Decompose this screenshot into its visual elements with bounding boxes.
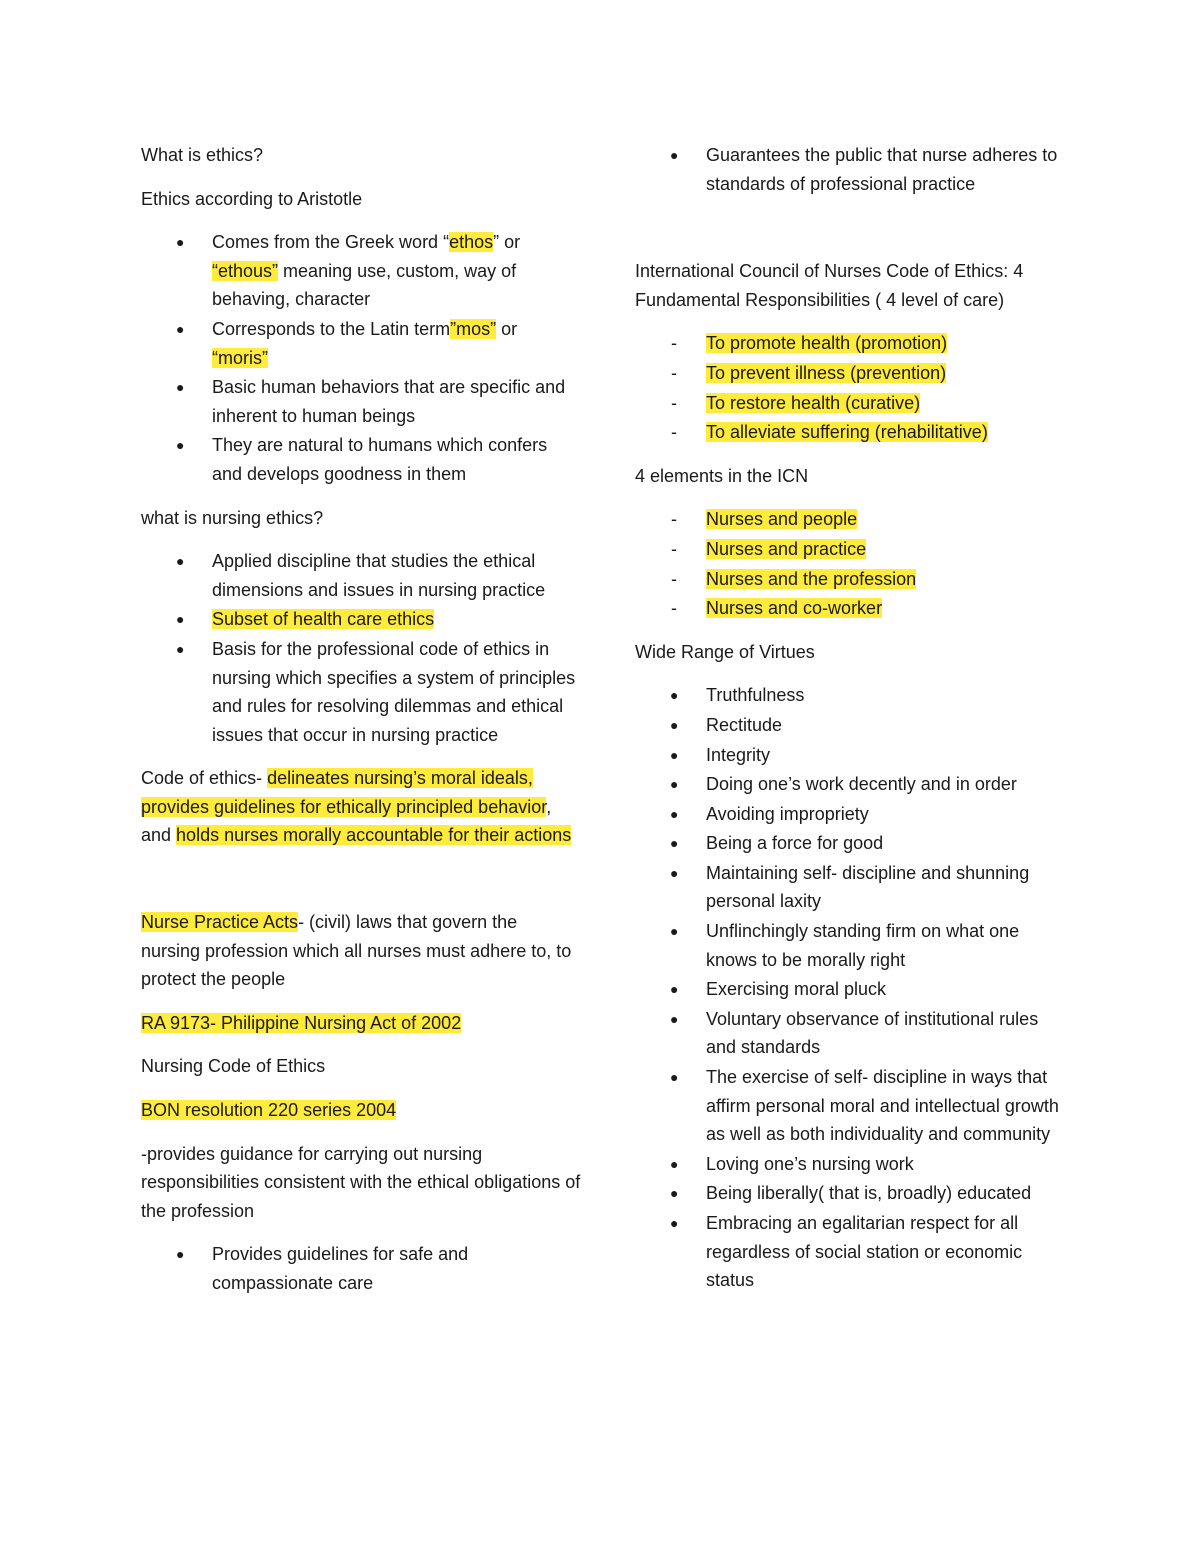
dash-icon: -: [671, 392, 677, 413]
list-item: ● Avoiding impropriety: [635, 800, 1065, 829]
list-item: ● Comes from the Greek word “ethos” or “ethous” meaning use, custom, way of behaving, character: [141, 228, 581, 314]
guidelines-list: [141, 1240, 581, 1297]
dash-icon: -: [671, 422, 677, 443]
dash-icon: -: [671, 538, 677, 559]
list-item: [635, 359, 1065, 388]
list-item: [635, 329, 1065, 358]
highlight: BON resolution 220 series 2004: [141, 1100, 397, 1121]
dash-icon: -: [671, 509, 677, 530]
dash-icon: -: [671, 598, 677, 619]
virtues-list: [635, 681, 1065, 1294]
bullet-icon: ●: [176, 437, 185, 454]
list-item: ● Corresponds to the Latin term”mos” or “moris”: [141, 315, 581, 372]
highlight: ethos: [449, 232, 494, 253]
nursing-ethics-list: [141, 547, 581, 749]
dash-icon: -: [671, 362, 677, 383]
bullet-icon: ●: [670, 1215, 679, 1231]
bullet-icon: ●: [670, 1069, 679, 1086]
highlight: delineates nursing’s moral ideals, provides guidelines for ethically principled behavior: [141, 768, 547, 817]
question-what-is-ethics: What is ethics?: [141, 145, 264, 165]
highlight: Nurses and practice: [706, 538, 867, 559]
list-item: ● Maintaining self- discipline and shunning personal laxity: [635, 859, 1065, 916]
virtues-heading: Wide Range of Virtues: [635, 641, 815, 662]
highlight: To alleviate suffering (rehabilitative): [706, 422, 988, 443]
list-item: ● Basic human behaviors that are specific and inherent to human beings: [141, 373, 581, 430]
responsibilities-list: [635, 329, 1065, 446]
bullet-icon: ●: [670, 776, 679, 793]
highlight: To prevent illness (prevention): [706, 362, 947, 383]
list-item: ● Applied discipline that studies the ethical dimensions and issues in nursing practice: [141, 547, 581, 604]
list-item: ● Being a force for good: [635, 829, 1065, 858]
elements-list: [635, 505, 1065, 622]
list-item: ● The exercise of self- discipline in ways that affirm personal moral and intellectual growth as well as both individuality and community: [635, 1063, 1065, 1149]
bullet-icon: ●: [670, 805, 679, 822]
bullet-icon: ●: [176, 320, 185, 337]
list-item: ● Provides guidelines for safe and compassionate care: [141, 1240, 581, 1297]
bullet-icon: ●: [670, 746, 679, 763]
bullet-icon: ●: [670, 923, 679, 940]
list-item: ● Being liberally( that is, broadly) educated: [635, 1179, 1065, 1208]
list-item: ● Basis for the professional code of ethics in nursing which specifies a system of principles and rules for resolving dilemmas and ethical issues that occur in nursing practice: [141, 635, 581, 749]
list-item: [635, 565, 1065, 594]
bullet-icon: ●: [670, 716, 679, 733]
bullet-icon: ●: [176, 640, 185, 657]
highlight: Nurse Practice Acts: [141, 912, 299, 933]
aristotle-list: [141, 228, 581, 488]
bullet-icon: ●: [176, 379, 185, 396]
bullet-icon: ●: [176, 234, 185, 251]
bullet-icon: ●: [670, 1010, 679, 1027]
icn-heading: International Council of Nurses Code of Ethics: 4 Fundamental Responsibilities ( 4 level of care): [635, 261, 1024, 310]
ra-9173: [141, 1009, 581, 1038]
highlight: Subset of health care ethics: [212, 609, 435, 630]
left-column: [141, 141, 581, 1313]
list-item: ● Unflinchingly standing firm on what one knows to be morally right: [635, 917, 1065, 974]
bullet-icon: ●: [176, 611, 185, 628]
right-column: [635, 141, 1065, 1310]
bullet-icon: ●: [176, 553, 185, 570]
list-item: [635, 389, 1065, 418]
provides-guidance-paragraph: -provides guidance for carrying out nursing responsibilities consistent with the ethical obligations of the profession: [141, 1143, 581, 1221]
list-item: ● Guarantees the public that nurse adheres to standards of professional practice: [635, 141, 1065, 198]
nurse-practice-acts-paragraph: Nurse Practice Acts- (civil) laws that govern the nursing profession which all nurses must adhere to, to protect the people: [141, 912, 572, 990]
list-item: ● Integrity: [635, 741, 1065, 770]
list-item: ● Doing one’s work decently and in order: [635, 770, 1065, 799]
bullet-icon: ●: [670, 835, 679, 852]
bullet-icon: ●: [670, 147, 679, 163]
list-item: [635, 594, 1065, 623]
highlight: RA 9173- Philippine Nursing Act of 2002: [141, 1012, 462, 1033]
bullet-icon: ●: [670, 981, 679, 998]
highlight: holds nurses morally accountable for their actions: [176, 825, 572, 846]
bullet-icon: ●: [670, 687, 679, 704]
list-item: ● Loving one’s nursing work: [635, 1150, 1065, 1179]
bon-resolution: [141, 1096, 581, 1125]
list-item: [141, 605, 581, 634]
highlight: “moris”: [212, 347, 268, 368]
highlight: “ethous”: [212, 260, 279, 281]
list-item: ● Voluntary observance of institutional rules and standards: [635, 1005, 1065, 1062]
list-item: [635, 418, 1065, 447]
list-item: ● Embracing an egalitarian respect for all regardless of social station or economic status: [635, 1209, 1065, 1295]
list-item: ● Rectitude: [635, 711, 1065, 740]
question-nursing-ethics: what is nursing ethics?: [141, 507, 324, 528]
bullet-icon: ●: [670, 1155, 679, 1172]
list-item: [635, 505, 1065, 534]
nursing-code-of-ethics-heading: Nursing Code of Ethics: [141, 1056, 326, 1077]
code-of-ethics-paragraph: Code of ethics- delineates nursing’s moral ideals, provides guidelines for ethically principled behavior, and holds nurses morally accountable for their actions: [141, 768, 572, 846]
highlight: Nurses and co-worker: [706, 598, 883, 619]
highlight: Nurses and people: [706, 509, 858, 530]
list-item: ● Exercising moral pluck: [635, 975, 1065, 1004]
list-item: ● They are natural to humans which confers and develops goodness in them: [141, 431, 581, 488]
highlight: To promote health (promotion): [706, 333, 948, 354]
list-item: [635, 535, 1065, 564]
elements-heading: 4 elements in the ICN: [635, 465, 809, 486]
list-item: ● Truthfulness: [635, 681, 1065, 710]
aristotle-heading: Ethics according to Aristotle: [141, 188, 363, 209]
highlight: ”mos”: [450, 318, 497, 339]
bullet-icon: ●: [176, 1246, 185, 1263]
highlight: To restore health (curative): [706, 392, 921, 413]
bullet-icon: ●: [670, 1185, 679, 1202]
dash-icon: -: [671, 568, 677, 589]
bullet-icon: ●: [670, 864, 679, 881]
guarantee-list: [635, 141, 1065, 198]
dash-icon: -: [671, 333, 677, 354]
highlight: Nurses and the profession: [706, 568, 917, 589]
